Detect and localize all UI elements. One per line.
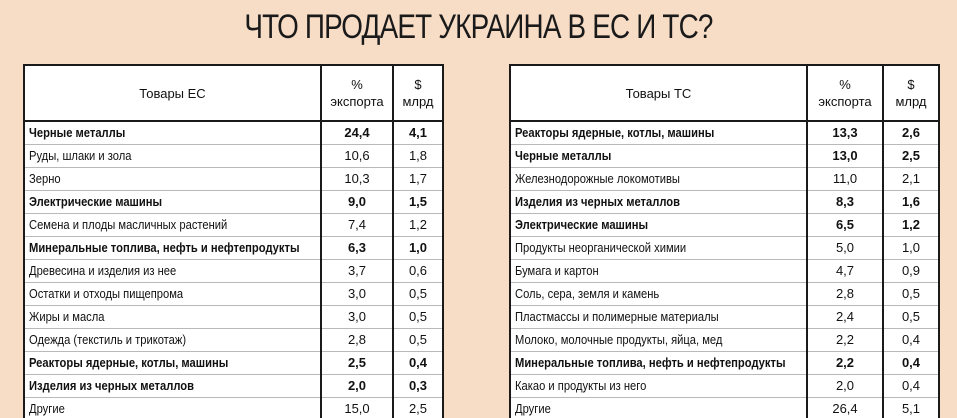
eu-table-body xyxy=(25,121,442,418)
usd-cell xyxy=(393,145,442,168)
column-header-percent xyxy=(807,66,883,121)
goods-cell xyxy=(511,352,807,375)
usd-cell-text: 0,5 xyxy=(901,286,921,301)
usd-cell-text: 0,4 xyxy=(901,355,921,370)
ts-exports-table xyxy=(511,66,938,418)
table-row xyxy=(25,145,442,168)
usd-cell-text: 0,4 xyxy=(901,332,921,347)
goods-cell-text: Изделия из черных металлов xyxy=(515,194,681,209)
usd-cell xyxy=(883,398,938,418)
goods-cell-text: Реакторы ядерные, котлы, машины xyxy=(515,125,715,140)
percent-cell xyxy=(807,191,883,214)
percent-cell xyxy=(807,306,883,329)
goods-cell xyxy=(511,145,807,168)
percent-cell-text: 6,5 xyxy=(835,217,855,232)
table-row xyxy=(25,375,442,398)
usd-cell xyxy=(393,168,442,191)
table-header-row xyxy=(511,66,938,121)
percent-cell xyxy=(321,214,393,237)
percent-cell xyxy=(807,237,883,260)
table-row xyxy=(511,191,938,214)
ts-table-body xyxy=(511,121,938,418)
goods-cell-text: Реакторы ядерные, котлы, машины xyxy=(29,355,229,370)
percent-cell xyxy=(321,168,393,191)
column-header-goods xyxy=(25,66,321,121)
header-label: $ млрд xyxy=(402,77,434,109)
usd-cell-text: 0,4 xyxy=(408,355,428,370)
percent-cell xyxy=(321,398,393,418)
percent-cell xyxy=(807,283,883,306)
percent-cell xyxy=(321,145,393,168)
usd-cell xyxy=(393,306,442,329)
usd-cell-text: 0,6 xyxy=(408,263,428,278)
table-row xyxy=(511,145,938,168)
table-row xyxy=(511,168,938,191)
goods-cell xyxy=(25,398,321,418)
column-header-goods xyxy=(511,66,807,121)
goods-cell xyxy=(25,121,321,145)
table-row xyxy=(25,237,442,260)
goods-cell xyxy=(25,352,321,375)
percent-cell-text: 6,3 xyxy=(347,240,367,255)
percent-cell-text: 15,0 xyxy=(344,401,370,416)
percent-cell xyxy=(321,306,393,329)
usd-cell xyxy=(393,121,442,145)
percent-cell-text: 13,0 xyxy=(832,148,858,163)
table-row xyxy=(25,168,442,191)
goods-cell xyxy=(511,260,807,283)
table-row xyxy=(511,260,938,283)
usd-cell-text: 1,7 xyxy=(408,171,428,186)
table-row xyxy=(511,352,938,375)
usd-cell-text: 0,3 xyxy=(408,378,428,393)
goods-cell xyxy=(25,375,321,398)
percent-cell xyxy=(321,191,393,214)
usd-cell xyxy=(883,237,938,260)
usd-cell xyxy=(393,329,442,352)
usd-cell xyxy=(883,214,938,237)
goods-cell xyxy=(25,260,321,283)
goods-cell-text: Другие xyxy=(29,401,65,416)
usd-cell xyxy=(883,375,938,398)
percent-cell xyxy=(807,329,883,352)
usd-cell xyxy=(883,145,938,168)
usd-cell-text: 1,8 xyxy=(408,148,428,163)
goods-cell-text: Пластмассы и полимерные материалы xyxy=(515,309,719,324)
goods-cell-text: Черные металлы xyxy=(515,148,612,163)
table-row xyxy=(25,283,442,306)
goods-cell xyxy=(511,329,807,352)
header-label: Товары ТС xyxy=(625,85,692,101)
goods-cell-text: Древесина и изделия из нее xyxy=(29,263,177,278)
table-row xyxy=(25,121,442,145)
goods-cell xyxy=(25,329,321,352)
usd-cell-text: 1,2 xyxy=(901,217,921,232)
eu-exports-table xyxy=(25,66,442,418)
percent-cell-text: 13,3 xyxy=(832,125,858,140)
usd-cell xyxy=(883,329,938,352)
percent-cell xyxy=(321,375,393,398)
goods-cell xyxy=(25,214,321,237)
percent-cell-text: 2,8 xyxy=(347,332,367,347)
goods-cell-text: Жиры и масла xyxy=(29,309,105,324)
percent-cell-text: 2,2 xyxy=(835,355,855,370)
table-row xyxy=(25,306,442,329)
goods-cell-text: Молоко, молочные продукты, яйца, мед xyxy=(515,332,723,347)
goods-cell-text: Соль, сера, земля и камень xyxy=(515,286,660,301)
percent-cell-text: 3,0 xyxy=(347,309,367,324)
goods-cell xyxy=(25,191,321,214)
usd-cell xyxy=(883,260,938,283)
usd-cell xyxy=(393,260,442,283)
table-row xyxy=(25,329,442,352)
eu-exports-table-panel xyxy=(23,64,444,418)
percent-cell-text: 2,5 xyxy=(347,355,367,370)
goods-cell xyxy=(511,283,807,306)
goods-cell xyxy=(511,375,807,398)
goods-cell xyxy=(511,237,807,260)
percent-cell xyxy=(807,168,883,191)
percent-cell xyxy=(807,145,883,168)
usd-cell xyxy=(883,283,938,306)
header-label: Товары ЕС xyxy=(139,85,206,101)
table-row xyxy=(511,398,938,418)
goods-cell xyxy=(511,306,807,329)
table-row xyxy=(25,214,442,237)
goods-cell-text: Черные металлы xyxy=(29,125,126,140)
percent-cell-text: 4,7 xyxy=(835,263,855,278)
percent-cell-text: 2,2 xyxy=(835,332,855,347)
goods-cell-text: Руды, шлаки и зола xyxy=(29,148,132,163)
percent-cell-text: 3,0 xyxy=(347,286,367,301)
goods-cell-text: Зерно xyxy=(29,171,61,186)
usd-cell-text: 0,4 xyxy=(901,378,921,393)
goods-cell xyxy=(511,191,807,214)
percent-cell xyxy=(807,214,883,237)
usd-cell xyxy=(883,191,938,214)
table-row xyxy=(25,398,442,418)
usd-cell xyxy=(393,375,442,398)
page-title: ЧТО ПРОДАЕТ УКРАИНА В ЕС И ТС? xyxy=(244,8,713,46)
usd-cell-text: 1,0 xyxy=(901,240,921,255)
usd-cell-text: 4,1 xyxy=(408,125,428,140)
usd-cell-text: 0,5 xyxy=(408,286,428,301)
percent-cell xyxy=(321,121,393,145)
column-header-percent xyxy=(321,66,393,121)
goods-cell xyxy=(511,398,807,418)
percent-cell-text: 2,4 xyxy=(835,309,855,324)
percent-cell-text: 2,8 xyxy=(835,286,855,301)
goods-cell xyxy=(25,283,321,306)
usd-cell xyxy=(883,352,938,375)
goods-cell xyxy=(511,121,807,145)
goods-cell-text: Железнодорожные локомотивы xyxy=(515,171,680,186)
usd-cell xyxy=(393,283,442,306)
usd-cell-text: 0,5 xyxy=(901,309,921,324)
goods-cell-text: Электрические машины xyxy=(29,194,163,209)
percent-cell-text: 10,6 xyxy=(344,148,370,163)
percent-cell-text: 5,0 xyxy=(835,240,855,255)
table-header-row xyxy=(25,66,442,121)
goods-cell xyxy=(511,168,807,191)
usd-cell xyxy=(393,352,442,375)
usd-cell-text: 2,5 xyxy=(408,401,428,416)
goods-cell xyxy=(511,214,807,237)
goods-cell xyxy=(25,145,321,168)
usd-cell-text: 1,6 xyxy=(901,194,921,209)
usd-cell xyxy=(393,237,442,260)
usd-cell-text: 0,9 xyxy=(901,263,921,278)
goods-cell-text: Другие xyxy=(515,401,551,416)
usd-cell-text: 2,1 xyxy=(901,171,921,186)
percent-cell-text: 10,3 xyxy=(344,171,370,186)
table-row xyxy=(25,352,442,375)
goods-cell-text: Какао и продукты из него xyxy=(515,378,647,393)
usd-cell xyxy=(883,168,938,191)
table-row xyxy=(511,306,938,329)
column-header-usd xyxy=(393,66,442,121)
percent-cell-text: 24,4 xyxy=(344,125,370,140)
table-row xyxy=(511,283,938,306)
usd-cell xyxy=(393,398,442,418)
percent-cell-text: 9,0 xyxy=(347,194,367,209)
usd-cell-text: 0,5 xyxy=(408,309,428,324)
table-row xyxy=(511,214,938,237)
percent-cell-text: 11,0 xyxy=(832,171,858,186)
goods-cell xyxy=(25,168,321,191)
percent-cell-text: 8,3 xyxy=(835,194,855,209)
usd-cell-text: 1,2 xyxy=(408,217,428,232)
percent-cell xyxy=(321,260,393,283)
percent-cell xyxy=(807,352,883,375)
table-row xyxy=(511,375,938,398)
percent-cell xyxy=(807,398,883,418)
percent-cell-text: 2,0 xyxy=(347,378,367,393)
goods-cell xyxy=(25,306,321,329)
header-label: % экспорта xyxy=(330,77,384,109)
percent-cell xyxy=(807,375,883,398)
usd-cell-text: 5,1 xyxy=(901,401,921,416)
percent-cell xyxy=(321,283,393,306)
goods-cell-text: Изделия из черных металлов xyxy=(29,378,195,393)
table-row xyxy=(25,191,442,214)
usd-cell-text: 2,6 xyxy=(901,125,921,140)
percent-cell-text: 3,7 xyxy=(347,263,367,278)
table-row xyxy=(511,237,938,260)
goods-cell-text: Продукты неорганической химии xyxy=(515,240,687,255)
goods-cell-text: Остатки и отходы пищепрома xyxy=(29,286,184,301)
goods-cell-text: Минеральные топлива, нефть и нефтепродукты xyxy=(29,240,300,255)
header-label: % экспорта xyxy=(818,77,872,109)
usd-cell-text: 2,5 xyxy=(901,148,921,163)
usd-cell xyxy=(883,306,938,329)
goods-cell-text: Бумага и картон xyxy=(515,263,599,278)
percent-cell xyxy=(321,329,393,352)
usd-cell xyxy=(883,121,938,145)
goods-cell xyxy=(25,237,321,260)
goods-cell-text: Электрические машины xyxy=(515,217,649,232)
table-row xyxy=(511,121,938,145)
percent-cell-text: 2,0 xyxy=(835,378,855,393)
table-row xyxy=(25,260,442,283)
usd-cell xyxy=(393,191,442,214)
percent-cell-text: 26,4 xyxy=(832,401,858,416)
usd-cell-text: 1,5 xyxy=(408,194,428,209)
percent-cell xyxy=(807,121,883,145)
goods-cell-text: Семена и плоды масличных растений xyxy=(29,217,228,232)
usd-cell-text: 0,5 xyxy=(408,332,428,347)
usd-cell xyxy=(393,214,442,237)
header-label: $ млрд xyxy=(895,77,927,109)
percent-cell xyxy=(321,237,393,260)
goods-cell-text: Минеральные топлива, нефть и нефтепродукты xyxy=(515,355,786,370)
goods-cell-text: Одежда (текстиль и трикотаж) xyxy=(29,332,187,347)
column-header-usd xyxy=(883,66,938,121)
usd-cell-text: 1,0 xyxy=(408,240,428,255)
ts-exports-table-panel xyxy=(509,64,940,418)
table-row xyxy=(511,329,938,352)
percent-cell-text: 7,4 xyxy=(347,217,367,232)
percent-cell xyxy=(807,260,883,283)
percent-cell xyxy=(321,352,393,375)
